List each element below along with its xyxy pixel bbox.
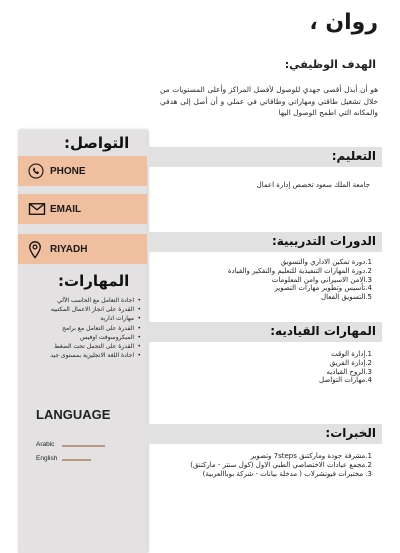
- contact-location: [18, 234, 147, 264]
- leadership-item: 4.مهارات التواصل: [319, 376, 372, 385]
- skill-item: • اجادة التعامل مع الحاسب الآلي: [26, 296, 141, 305]
- experience-item: 1.مشرفة جودة وماركتنق 7steps وتصوير: [250, 452, 372, 460]
- skill-item: • الميكروسوفت اوفيس: [26, 333, 141, 342]
- courses-heading: الدورات التدريبية:: [271, 234, 376, 248]
- phone-icon: [28, 163, 44, 179]
- experience-item: 3. مختبرات فيوتشرلاب ( مدخلة بيانات - شركة بوباالعربية): [202, 469, 372, 478]
- contact-phone: [18, 156, 147, 186]
- language-arabic-label: Arabic: [36, 441, 55, 448]
- objective-text: هو أن أبذل أقصى جهدي للوصول لأفضل المراكز وأعلى المستويات من خلال تشغيل طاقتي ومهاراتي وطاقاتي في عملي و أن أصل إلى هدفي والمكانه التي اطمح الوصول اليها: [160, 85, 378, 117]
- course-item: 4.تأسيس وتطوير مهارات التصوير: [274, 284, 372, 293]
- leadership-list: [319, 350, 372, 385]
- course-item: 3.الامن الاسيراني وامن المعلومات: [271, 275, 372, 284]
- language-arabic-bar: [62, 445, 105, 447]
- envelope-icon: [28, 201, 46, 217]
- course-item: 1.دورة تمكين الاداري والتسويق: [280, 258, 372, 266]
- experience-list: [190, 452, 372, 478]
- course-item: 2.دورة المهارات التنفيذية للتعليم والتفكير والقيادة: [227, 266, 372, 275]
- experience-heading: الخبرات:: [325, 426, 376, 440]
- skill-item: • القدرة على التعامل مع برامج: [26, 324, 141, 333]
- phone-label: PHONE: [50, 165, 86, 177]
- experience-item: 2.مجمع عيادات الاختصاصي الطبي الاول (كول سنتر - ماركتنق): [190, 460, 372, 469]
- skills-list: [26, 296, 141, 360]
- location-pin-icon: [28, 241, 42, 259]
- language-english-bar: [62, 459, 91, 461]
- course-item: 5.التسويق الفعال: [321, 293, 372, 302]
- language-heading: LANGUAGE: [36, 407, 111, 422]
- objective-heading: الهدف الوظيفي:: [284, 58, 376, 71]
- leadership-item: 3.الروح القياديه: [326, 367, 372, 376]
- education-text: جامعة الملك سعود تخصص إدارة اعمال: [256, 181, 370, 189]
- courses-list: [228, 258, 372, 302]
- education-heading: التعليم:: [331, 149, 376, 163]
- skill-item: • اجادة اللغة الانجليزية بمستوى جيد: [26, 351, 141, 360]
- skills-heading: المهارات:: [58, 272, 130, 290]
- leadership-item: 1.إدارة الوقت: [331, 350, 372, 358]
- skill-item: • القدرة على انجاز الاعمال المكتبيه: [26, 305, 141, 314]
- leadership-heading: المهارات القياديه:: [270, 324, 376, 338]
- person-name: روان ،: [309, 10, 378, 35]
- contact-heading: التواصل:: [64, 134, 130, 152]
- language-english-label: English: [36, 455, 58, 462]
- skill-item: • مهارات ادارية: [26, 314, 141, 323]
- contact-email: [18, 194, 147, 224]
- email-label: EMAIL: [50, 203, 82, 215]
- leadership-item: 2.إدارة الفريق: [329, 358, 372, 367]
- location-label: RIYADH: [50, 243, 88, 255]
- skill-item: • القدرة على التحمل تحت الضغط: [26, 342, 141, 351]
